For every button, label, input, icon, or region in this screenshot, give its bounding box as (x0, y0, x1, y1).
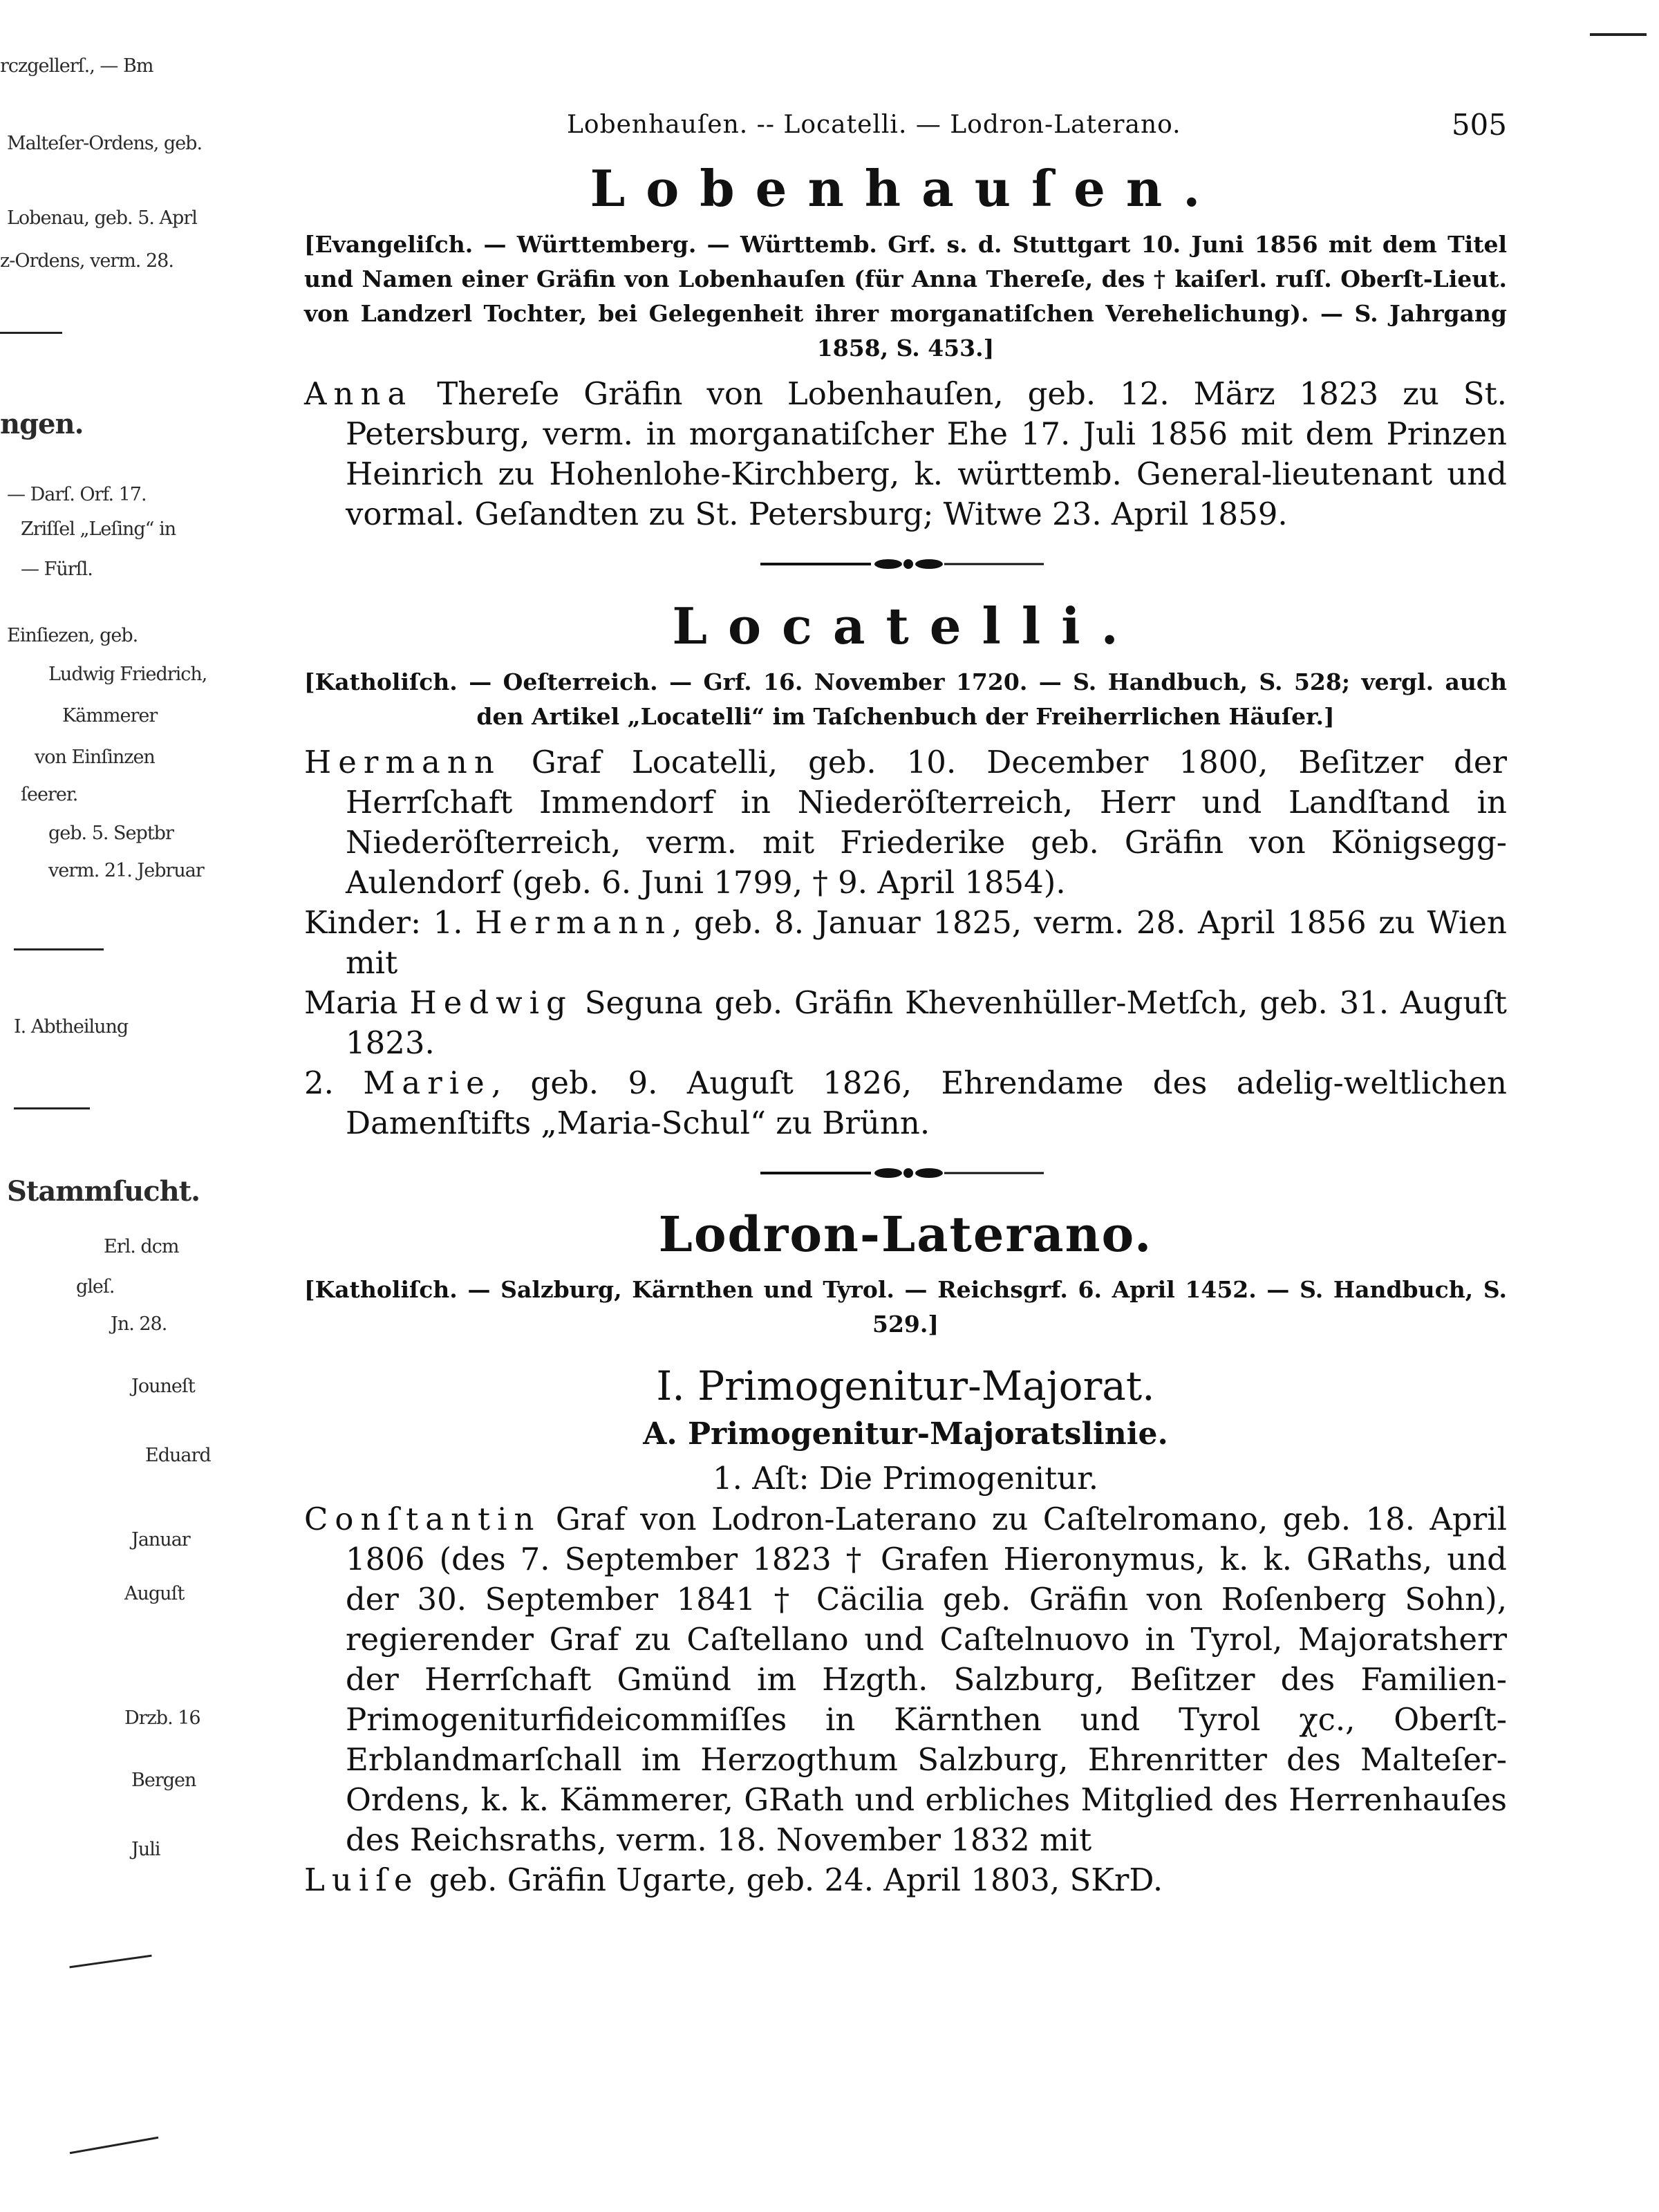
gutter-fragment: verm. 21. Jebruar (48, 860, 204, 881)
gutter-fragment: Jn. 28. (111, 1313, 167, 1335)
section-lodron-laterano (304, 1206, 1507, 1900)
edge-mark (1590, 33, 1647, 36)
gutter-fragment: Jouneſt (131, 1376, 195, 1397)
entry-text: geb. Gräfin Ugarte, geb. 24. April 1803, SKrD. (419, 1862, 1163, 1898)
entry-name: Hedwig (409, 984, 573, 1021)
page-content (304, 104, 1507, 1900)
gutter-fragment: Einſiezen, geb. (7, 625, 138, 646)
family-title: Lodron-Laterano. (658, 1206, 1153, 1263)
heading-primogenitur-majorat: I. Primogenitur-Majorat. (656, 1362, 1155, 1409)
ornament-divider (753, 555, 1058, 573)
gutter-fragment: rczgellerſ., — Bm (0, 55, 153, 77)
heading-majoratslinie: A. Primogenitur-Majoratslinie. (643, 1416, 1168, 1452)
entry-anna-therese (304, 374, 1507, 534)
entry-text: Seguna geb. Gräfin Khevenhüller-Metſch, geb. 31. Auguſt 1823. (346, 984, 1507, 1061)
gutter-fragment: I. Abtheilung (14, 1016, 129, 1038)
entry-maria-hedwig (304, 983, 1507, 1063)
children-label: Kinder: 1. (304, 904, 476, 941)
gutter-fragment: Erl. dcm (104, 1236, 179, 1257)
entry-name: Luiſe (304, 1862, 420, 1898)
running-head-title: Lobenhauſen. -- Locatelli. — Lodron-Laterano. (567, 111, 1181, 139)
gutter-fragment: von Einſinzen (35, 747, 155, 768)
gutter-fragment: Malteſer-Ordens, geb. (7, 133, 203, 154)
gutter-fragment: Eduard (145, 1445, 211, 1466)
entry-name: Anna (304, 375, 413, 412)
gutter-fragment: Stammſucht. (7, 1175, 200, 1208)
heading-ast: 1. Aſt: Die Primogenitur. (712, 1460, 1099, 1497)
gutter-fragment: Kämmerer (62, 705, 158, 727)
entry-text: , geb. 9. Auguſt 1826, Ehrendame des adelig-weltlichen Damenſtifts „Maria-Schul“ zu Brünn. (346, 1065, 1508, 1141)
gutter-fragment: Auguſt (124, 1583, 185, 1604)
running-head (304, 104, 1507, 153)
page-number: 505 (1451, 108, 1507, 142)
entry-luise (304, 1860, 1507, 1900)
entry-children (304, 903, 1507, 983)
gutter-fragment: Bergen (131, 1770, 196, 1791)
gutter-fragment: — Darſ. Orf. 17. (7, 484, 147, 505)
section-locatelli (304, 597, 1507, 1143)
entry-marie (304, 1063, 1507, 1143)
gutter-fragment: Lobenau, geb. 5. Aprl (7, 207, 197, 229)
family-title: Locatelli. (672, 597, 1139, 655)
family-note: [Katholiſch. — Salzburg, Kärnthen und Tyrol. — Reichsgrf. 6. April 1452. — S. Handbuch, S. 529.] (304, 1276, 1507, 1338)
ornament-divider (753, 1164, 1058, 1182)
gutter-rule (70, 2137, 159, 2155)
gutter-rule (69, 1955, 151, 1969)
entry-text: Graf Locatelli, geb. 10. December 1800, Beſitzer der Herrſchaft Immendorf in Niederöſterreich, Herr und Landſtand in Niederöſterreich, verm. mit Friederike geb. Gräfin von Königsegg-Aulendorf (geb. 6. Juni 1799, † 9. April 1854). (346, 744, 1507, 901)
entry-constantin (304, 1499, 1507, 1860)
gutter-fragment: Zriſſel „Leſing“ in (21, 518, 176, 540)
entry-text: Thereſe Gräfin von Lobenhauſen, geb. 12. März 1823 zu St. Petersburg, verm. in morganatiſcher Ehe 17. Juli 1856 mit dem Prinzen Heinrich zu Hohenlohe-Kirchberg, k. württemb. General-lieutenant und vormal. Geſandten zu St. Petersburg; Witwe 23. April 1859. (346, 375, 1507, 532)
gutter-fragment: Drzb. 16 (124, 1707, 200, 1729)
entry-prefix: 2. (304, 1065, 364, 1101)
gutter-fragment: Ludwig Friedrich, (48, 664, 207, 685)
family-note: [Evangeliſch. — Württemberg. — Württemb. Grf. s. d. Stuttgart 10. Juni 1856 mit dem Titel und Namen einer Gräfin von Lobenhauſen (für Anna Thereſe, des † kaiſerl. ruſſ. Oberſt-Lieut. von Landzerl Tochter, bei Gelegenheit ihrer morganatiſchen Verehelichung). — S. Jahrgang 1858, S. 453.] (304, 231, 1507, 362)
entry-name: Conſtantin (304, 1501, 541, 1537)
gutter-fragment: — Fürſl. (21, 559, 93, 580)
entry-text: , geb. 8. Januar 1825, verm. 28. April 1856 zu Wien mit (346, 904, 1507, 981)
gutter-fragment: ſeerer. (21, 784, 78, 805)
gutter-rule (14, 1107, 90, 1109)
gutter-fragment: z-Ordens, verm. 28. (0, 250, 174, 272)
entry-hermann (304, 742, 1507, 903)
facing-page-gutter (0, 0, 228, 2212)
entry-text: Graf von Lodron-Laterano zu Caſtelromano, geb. 18. April 1806 (des 7. September 1823 † Grafen Hieronymus, k. k. GRaths, und der 30. September 1841 † Cäcilia geb. Gräfin von Roſenberg Sohn), regierender Graf zu Caſtellano und Caſtelnuovo in Tyrol, Majoratsherr der Herrſchaft Gmünd im Hzgth. Salzburg, Beſitzer des Familien-Primogeniturfideicommiſſes in Kärnthen und Tyrol χc., Oberſt-Erblandmarſchall im Herzogthum Salzburg, Ehrenritter des Malteſer-Ordens, k. k. Kämmerer, GRath und erbliches Mitglied des Herrenhauſes des Reichsraths, verm. 18. November 1832 mit (346, 1501, 1507, 1858)
entry-name: Hermann (304, 744, 501, 780)
gutter-fragment: gleſ. (76, 1276, 115, 1297)
gutter-fragment: Januar (131, 1529, 190, 1550)
gutter-fragment: geb. 5. Septbr (48, 823, 174, 844)
gutter-fragment: ngen. (0, 408, 84, 440)
entry-prefix: Maria (304, 984, 410, 1021)
section-lobenhausen (304, 159, 1507, 534)
gutter-fragment: Juli (131, 1839, 160, 1860)
family-note: [Katholiſch. — Oeſterreich. — Grf. 16. November 1720. — S. Handbuch, S. 528; vergl. auch den Artikel „Locatelli“ im Taſchenbuch der Freiherrlichen Häuſer.] (304, 668, 1507, 730)
gutter-rule (14, 948, 104, 950)
family-title: Lobenhauſen. (590, 159, 1221, 218)
entry-name: Hermann (475, 904, 673, 941)
gutter-rule (0, 332, 62, 334)
entry-name: Marie (363, 1065, 491, 1101)
